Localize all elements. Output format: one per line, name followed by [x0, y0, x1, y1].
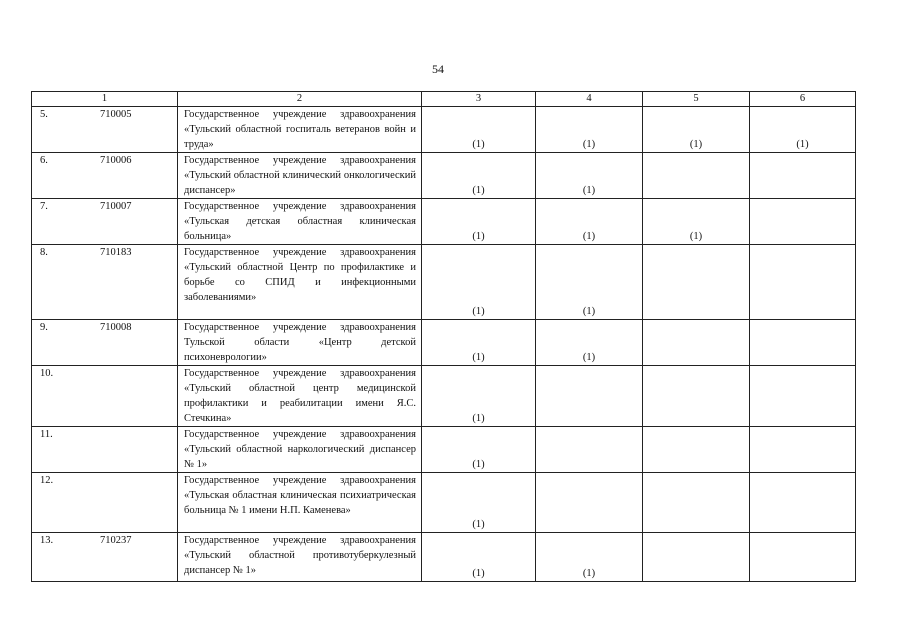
header-row	[32, 92, 856, 107]
institution-name: Государственное учреждение здравоохранения «Тульский областной противотуберкулезный диспансер № 1»	[184, 535, 416, 576]
value-col-3: (1)	[422, 153, 536, 199]
value-col-5	[643, 366, 750, 427]
row-code: 710006	[100, 155, 132, 166]
institution-name: Государственное учреждение здравоохранения «Тульский областной Центр по профилактике и борьбе со СПИД и инфекционными заболеваниями»	[184, 247, 416, 303]
institution-name-cell	[178, 107, 422, 153]
value-col-5: (1)	[643, 199, 750, 245]
institution-name: Государственное учреждение здравоохранения «Тульский областной наркологический диспансер № 1»	[184, 429, 416, 470]
row-id-cell	[32, 533, 178, 582]
institution-name-cell	[178, 533, 422, 582]
row-number: 11.	[40, 429, 53, 440]
value-col-6	[750, 473, 856, 533]
row-id-cell	[32, 320, 178, 366]
value-col-4	[536, 366, 643, 427]
row-id-cell	[32, 473, 178, 533]
institution-name-cell	[178, 366, 422, 427]
value-col-5	[643, 473, 750, 533]
value-col-5	[643, 153, 750, 199]
value-col-3: (1)	[422, 473, 536, 533]
page-number: 54	[432, 62, 444, 76]
institution-name-cell	[178, 153, 422, 199]
row-id-cell	[32, 153, 178, 199]
institution-name-cell	[178, 199, 422, 245]
value-col-6: (1)	[750, 107, 856, 153]
value-col-3: (1)	[422, 199, 536, 245]
table-row	[32, 533, 856, 582]
value-col-4: (1)	[536, 107, 643, 153]
institution-name: Государственное учреждение здравоохранения «Тульский областной клинический онкологический диспансер»	[184, 155, 416, 196]
value-col-4: (1)	[536, 245, 643, 320]
value-col-6	[750, 427, 856, 473]
value-col-6	[750, 366, 856, 427]
value-col-6	[750, 199, 856, 245]
value-col-6	[750, 245, 856, 320]
value-col-3: (1)	[422, 320, 536, 366]
row-code: 710237	[100, 535, 132, 546]
row-number: 5.	[40, 109, 48, 120]
value-col-4: (1)	[536, 153, 643, 199]
value-col-3: (1)	[422, 427, 536, 473]
institution-name-cell	[178, 320, 422, 366]
table-row	[32, 245, 856, 320]
column-header-1: 1	[32, 92, 178, 107]
institution-name: Государственное учреждение здравоохранения «Тульский областной центр медицинской профилактики и реабилитации имени Я.С. Стечкина»	[184, 368, 416, 424]
row-number: 8.	[40, 247, 48, 258]
value-col-4: (1)	[536, 199, 643, 245]
column-header-5: 5	[643, 92, 750, 107]
institution-name: Государственное учреждение здравоохранения «Тульская детская областная клиническая больница»	[184, 201, 416, 242]
institution-name-cell	[178, 245, 422, 320]
row-id-cell	[32, 199, 178, 245]
value-col-5	[643, 245, 750, 320]
column-header-4: 4	[536, 92, 643, 107]
institutions-table	[31, 91, 856, 582]
institution-name-cell	[178, 473, 422, 533]
value-col-6	[750, 153, 856, 199]
value-col-6	[750, 533, 856, 582]
column-header-3: 3	[422, 92, 536, 107]
value-col-4	[536, 473, 643, 533]
row-code: 710008	[100, 322, 132, 333]
institution-name: Государственное учреждение здравоохранения «Тульский областной госпиталь ветеранов войн и труда»	[184, 109, 416, 150]
value-col-3: (1)	[422, 533, 536, 582]
column-header-6: 6	[750, 92, 856, 107]
institution-name: Государственное учреждение здравоохранения «Тульская областная клиническая психиатрическая больница № 1 имени Н.П. Каменева»	[184, 475, 416, 516]
value-col-5	[643, 320, 750, 366]
row-number: 12.	[40, 475, 54, 486]
table-row	[32, 199, 856, 245]
value-col-3: (1)	[422, 366, 536, 427]
table-row	[32, 366, 856, 427]
column-header-2: 2	[178, 92, 422, 107]
value-col-3: (1)	[422, 245, 536, 320]
value-col-6	[750, 320, 856, 366]
row-code: 710007	[100, 201, 132, 212]
value-col-4: (1)	[536, 533, 643, 582]
row-number: 9.	[40, 322, 48, 333]
row-id-cell	[32, 427, 178, 473]
row-number: 13.	[40, 535, 54, 546]
row-number: 10.	[40, 368, 54, 379]
row-id-cell	[32, 245, 178, 320]
value-col-3: (1)	[422, 107, 536, 153]
row-code: 710005	[100, 109, 132, 120]
table-row	[32, 473, 856, 533]
table-row	[32, 153, 856, 199]
value-col-4: (1)	[536, 320, 643, 366]
value-col-5	[643, 427, 750, 473]
row-id-cell	[32, 366, 178, 427]
value-col-5	[643, 533, 750, 582]
value-col-4	[536, 427, 643, 473]
row-number: 7.	[40, 201, 48, 212]
institution-name: Государственное учреждение здравоохранения Тульской области «Центр детской психоневрологии»	[184, 322, 416, 363]
row-code: 710183	[100, 247, 132, 258]
table-row	[32, 320, 856, 366]
row-number: 6.	[40, 155, 48, 166]
institution-name-cell	[178, 427, 422, 473]
table-row	[32, 427, 856, 473]
table-row	[32, 107, 856, 153]
value-col-5: (1)	[643, 107, 750, 153]
row-id-cell	[32, 107, 178, 153]
